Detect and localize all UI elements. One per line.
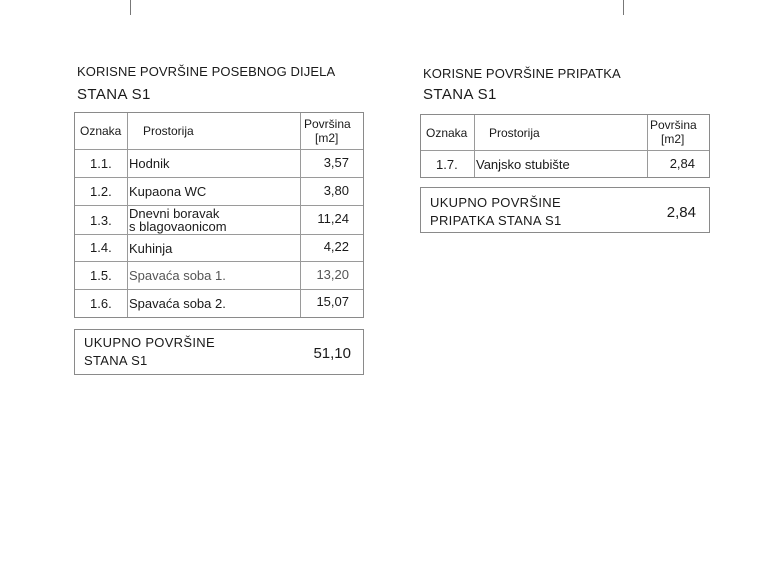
table-row: [421, 151, 709, 177]
row-code: 1.6.: [90, 296, 112, 311]
crop-mark-right: [623, 0, 624, 15]
row-room: Kupaona WC: [129, 184, 207, 199]
left-total-box: [74, 329, 364, 375]
left-room-table: [74, 112, 364, 318]
column-header-room: Prostorija: [489, 126, 540, 140]
row-code: 1.1.: [90, 156, 112, 171]
row-area: 2,84: [669, 156, 695, 171]
column-header-area-unit: [m2]: [661, 132, 685, 146]
row-code: 1.4.: [90, 240, 112, 255]
column-header-area: Površina: [304, 117, 351, 131]
column-header-room: Prostorija: [143, 124, 194, 138]
right-room-table: [420, 114, 710, 178]
row-room: Spavaća soba 1.: [129, 268, 226, 283]
row-room-line2: s blagovaonicom: [129, 219, 227, 234]
right-section-title: KORISNE POVRŠINE PRIPATKA: [423, 66, 621, 81]
row-area: 4,22: [323, 239, 349, 254]
row-code: 1.5.: [90, 268, 112, 283]
table-row: [75, 235, 363, 262]
total-label-line2: STANA S1: [84, 353, 148, 368]
total-label: UKUPNO POVRŠINE: [84, 335, 215, 350]
table-row: [75, 178, 363, 206]
row-room: Spavaća soba 2.: [129, 296, 226, 311]
table-row: [75, 206, 363, 235]
column-header-code: Oznaka: [80, 124, 122, 138]
table-header-row: [421, 115, 709, 151]
row-area: 11,24: [317, 211, 349, 226]
table-row: [75, 262, 363, 290]
table-row: [75, 150, 363, 178]
row-code: 1.3.: [90, 213, 112, 228]
total-label: UKUPNO POVRŠINE: [430, 195, 561, 210]
total-value: 51,10: [313, 345, 351, 362]
row-room: Hodnik: [129, 156, 170, 171]
table-row: [75, 290, 363, 317]
row-area: 3,57: [323, 155, 349, 170]
row-area: 13,20: [316, 267, 349, 282]
crop-mark-left: [130, 0, 131, 15]
row-area: 3,80: [323, 183, 349, 198]
table-header-row: [75, 113, 363, 150]
row-room: Kuhinja: [129, 241, 173, 256]
left-section-subtitle: STANA S1: [77, 86, 151, 103]
row-code: 1.7.: [436, 157, 458, 172]
row-area: 15,07: [316, 294, 349, 309]
column-header-code: Oznaka: [426, 126, 468, 140]
row-room: Dnevni boravak: [129, 206, 220, 221]
total-label-line2: PRIPATKA STANA S1: [430, 213, 562, 228]
row-code: 1.2.: [90, 184, 112, 199]
right-section-subtitle: STANA S1: [423, 86, 497, 103]
total-value: 2,84: [666, 204, 696, 221]
left-section-title: KORISNE POVRŠINE POSEBNOG DIJELA: [77, 64, 336, 79]
row-room: Vanjsko stubište: [476, 157, 570, 172]
column-header-area: Površina: [650, 118, 697, 132]
column-header-area-unit: [m2]: [315, 131, 339, 145]
right-total-box: [420, 187, 710, 233]
